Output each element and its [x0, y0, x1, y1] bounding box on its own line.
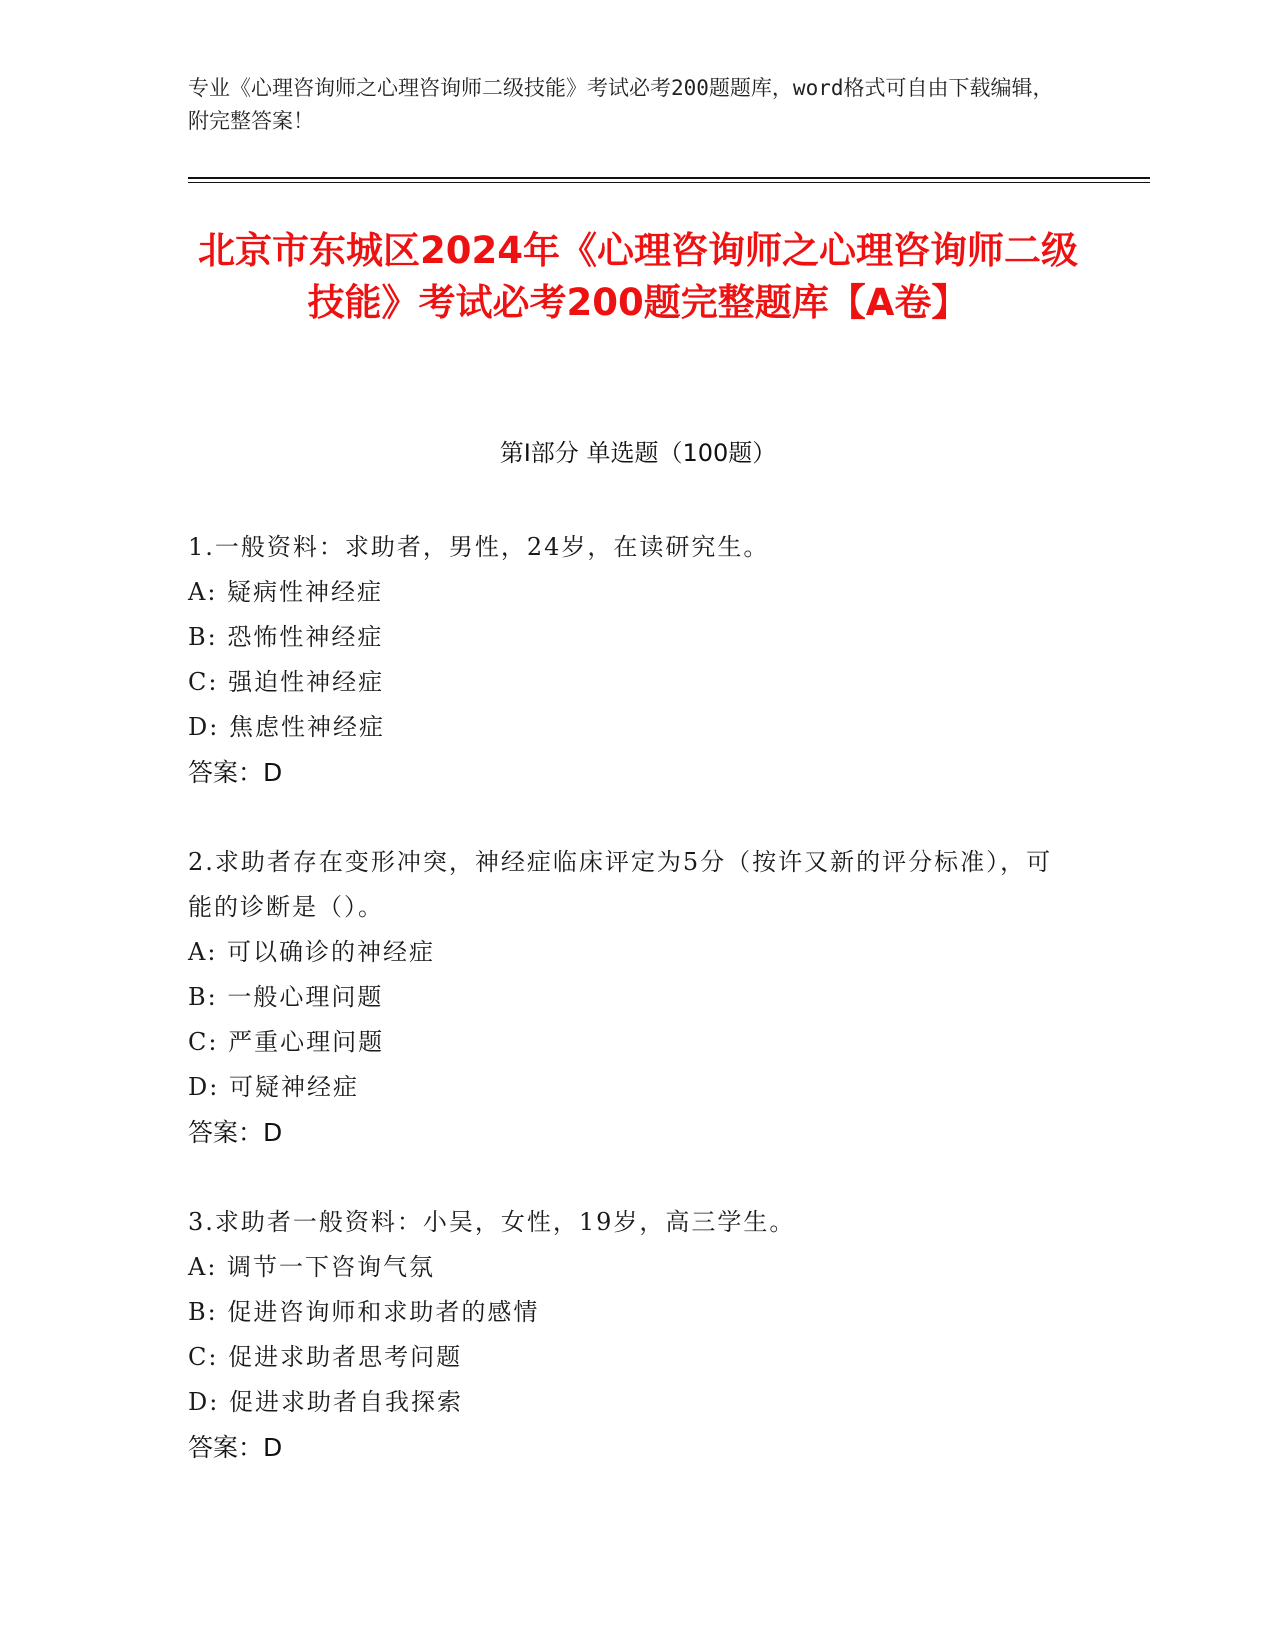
- document-title: 北京市东城区2024年《心理咨询师之心理咨询师二级技能》考试必考200题完整题库【A卷】: [198, 229, 1078, 324]
- option-b: B: 恐怖性神经症: [188, 623, 384, 651]
- header-note: 专业《心理咨询师之心理咨询师二级技能》考试必考200题题库，word格式可自由下载编辑，附完整答案！: [188, 76, 1054, 133]
- option-b: B: 促进咨询师和求助者的感情: [188, 1298, 540, 1326]
- question-3: [188, 1200, 1068, 1470]
- section-heading: 第I部分 单选题（100题）: [499, 439, 777, 467]
- question-1: [188, 525, 1068, 795]
- option-d: D: 焦虑性神经症: [188, 713, 385, 741]
- answer: 答案：D: [188, 758, 283, 787]
- option-a: A: 疑病性神经症: [188, 578, 384, 606]
- option-d: D: 可疑神经症: [188, 1073, 359, 1101]
- option-d: D: 促进求助者自我探索: [188, 1388, 463, 1416]
- question-stem: 3.求助者一般资料：小吴，女性，19岁，高三学生。: [188, 1208, 796, 1236]
- answer: 答案：D: [188, 1118, 283, 1147]
- question-stem: 2.求助者存在变形冲突，神经症临床评定为5分（按许又新的评分标准），可能的诊断是（）。: [188, 848, 1053, 921]
- option-a: A: 调节一下咨询气氛: [188, 1253, 436, 1281]
- header-rule-thick: [188, 177, 1150, 179]
- option-c: C: 严重心理问题: [188, 1028, 385, 1056]
- question-stem: 1.一般资料：求助者，男性，24岁，在读研究生。: [188, 533, 770, 561]
- option-b: B: 一般心理问题: [188, 983, 384, 1011]
- answer: 答案：D: [188, 1433, 283, 1462]
- header-rule-thin: [188, 182, 1150, 183]
- question-2: [188, 840, 1068, 1155]
- option-c: C: 促进求助者思考问题: [188, 1343, 463, 1371]
- option-a: A: 可以确诊的神经症: [188, 938, 436, 966]
- option-c: C: 强迫性神经症: [188, 668, 385, 696]
